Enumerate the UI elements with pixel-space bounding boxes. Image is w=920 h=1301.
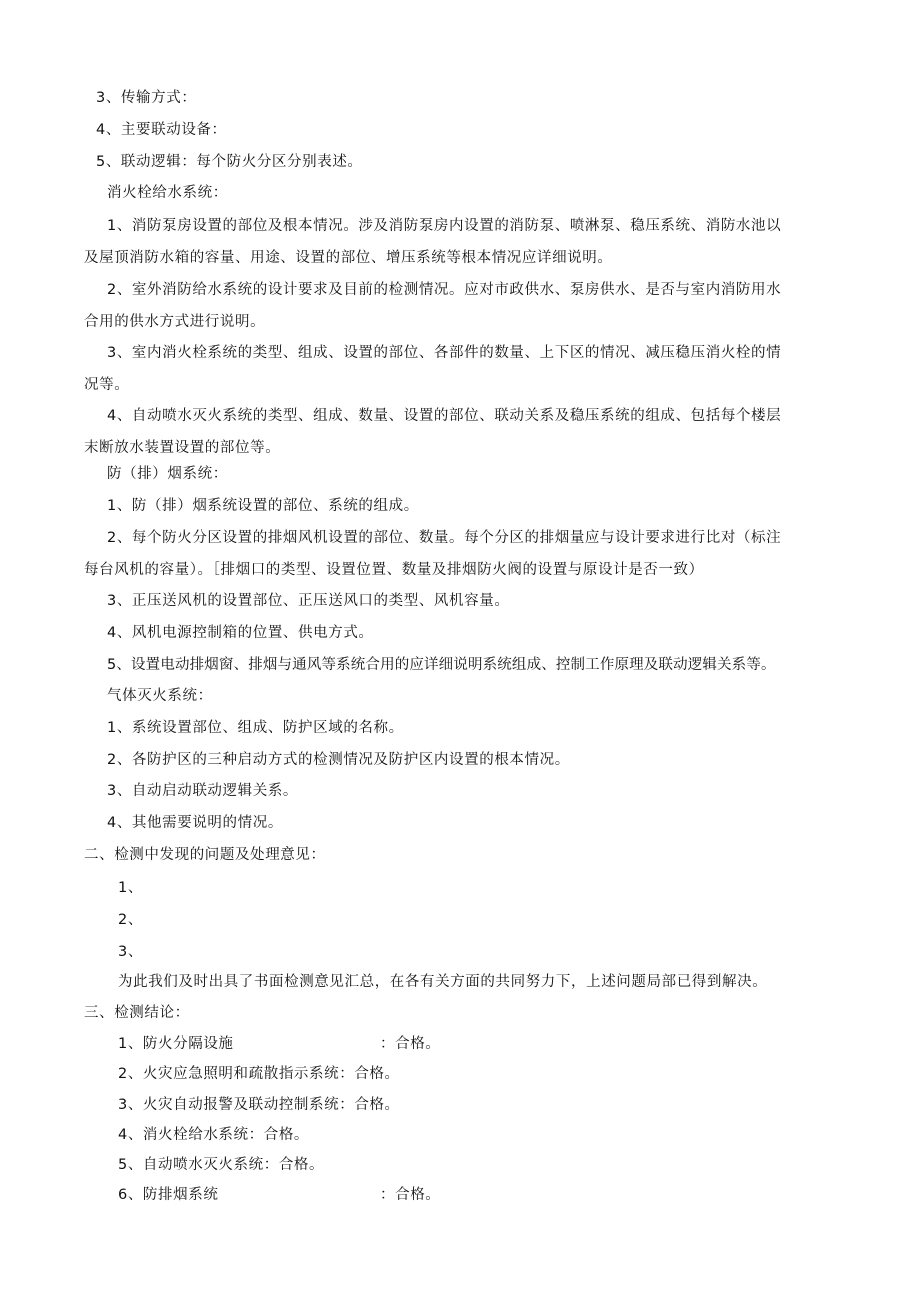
smoke-system-heading: 防（排）烟系统： [107,466,228,482]
hydrant-system-heading: 消火栓给水系统： [107,185,228,201]
issues-section-heading: 二、检测中发现的问题及处理意见： [84,847,326,863]
conclusion-item-label: 3、火灾自动报警及联动控制系统 [118,1097,340,1113]
hydrant-item-2: 2、室外消防给水系统的设计要求及目前的检测情况。应对市政供水、泵房供水、是否与室内消防用水合用的供水方式进行说明。 [84,282,782,330]
conclusion-item-label: 4、消火栓给水系统 [118,1127,249,1143]
conclusion-item-label: 6、防排烟系统 [118,1187,219,1203]
conclusion-item [118,1185,440,1205]
smoke-item-2: 2、每个防火分区设置的排烟风机设置的部位、数量。每个分区的排烟量应与设计要求进行比对（标注每台风机的容量）。［排烟口的类型、设置位置、数量及排烟防火阀的设置与原设计是否一致） [84,530,782,578]
conclusion-item-result: ：合格。 [263,1157,325,1173]
gas-item-4: 4、其他需要说明的情况。 [107,815,283,831]
conclusion-item [118,1125,309,1145]
gas-system-heading: 气体灭火系统： [107,688,213,704]
conclusion-item [118,1155,324,1175]
issue-item-1: 1、 [118,880,143,896]
smoke-item-1: 1、防（排）烟系统设置的部位、系统的组成。 [107,498,419,514]
conclusion-section-heading: 三、检测结论： [84,1005,190,1021]
conclusion-item-label: 2、火灾应急照明和疏散指示系统 [118,1066,340,1082]
conclusion-item [118,1064,400,1084]
linkage-equipment-item: 4、主要联动设备： [96,122,227,138]
smoke-item-5: 5、设置电动排烟窗、排烟与通风等系统合用的应详细说明系统组成、控制工作原理及联动逻辑关系等。 [107,657,776,673]
conclusion-item-label: 5、自动喷水灭火系统 [118,1157,264,1173]
conclusion-item [118,1034,440,1054]
issue-item-3: 3、 [118,944,143,960]
gas-item-3: 3、自动启动联动逻辑关系。 [107,783,299,799]
conclusion-item-label: 1、防火分隔设施 [118,1036,234,1052]
hydrant-item-1: 1、消防泵房设置的部位及根本情况。涉及消防泵房内设置的消防泵、喷淋泵、稳压系统、消防水池以及屋顶消防水箱的容量、用途、设置的部位、增压系统等根本情况应详细说明。 [84,218,782,266]
transmission-method-item: 3、传输方式： [96,90,197,106]
hydrant-item-3: 3、室内消火栓系统的类型、组成、设置的部位、各部件的数量、上下区的情况、减压稳压消火栓的情况等。 [84,345,782,393]
conclusion-item-result: ：合格。 [339,1066,400,1082]
hydrant-item-4: 4、自动喷水灭火系统的类型、组成、数量、设置的部位、联动关系及稳压系统的组成、包括每个楼层末断放水装置设置的部位等。 [84,408,782,456]
gas-item-1: 1、系统设置部位、组成、防护区域的名称。 [107,720,404,736]
conclusion-item-result: ：合格。 [380,1187,441,1203]
conclusion-item-result: ：合格。 [380,1036,441,1052]
conclusion-item [118,1095,400,1115]
conclusion-item-result: ：合格。 [339,1097,400,1113]
smoke-item-4: 4、风机电源控制箱的位置、供电方式。 [107,625,374,641]
issues-summary: 为此我们及时出具了书面检测意见汇总，在各有关方面的共同努力下，上述问题局部已得到解决。 [118,974,768,990]
issue-item-2: 2、 [118,912,143,928]
gas-item-2: 2、各防护区的三种启动方式的检测情况及防护区内设置的根本情况。 [107,752,570,768]
smoke-item-3: 3、正压送风机的设置部位、正压送风口的类型、风机容量。 [107,593,510,609]
linkage-logic-item: 5、联动逻辑：每个防火分区分别表述。 [96,154,363,170]
conclusion-item-result: ：合格。 [248,1127,310,1143]
